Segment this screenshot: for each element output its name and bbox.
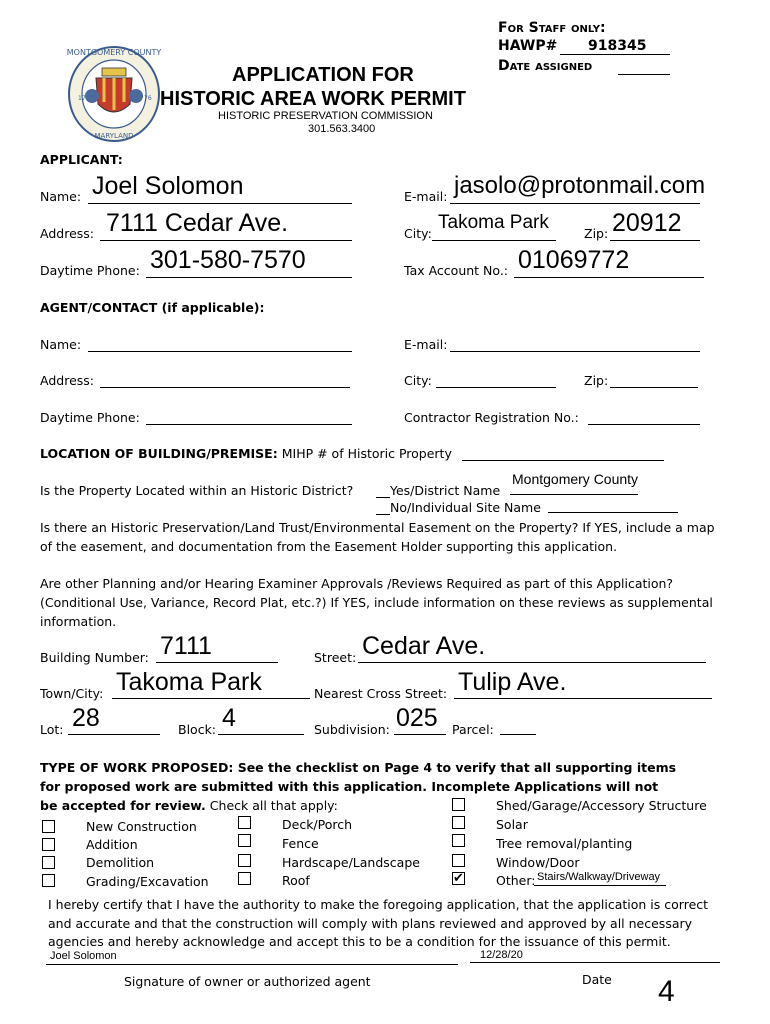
contractor-label: Contractor Registration No.: [404,410,579,425]
checkbox-other[interactable] [452,872,465,885]
label-new-construction: New Construction [86,819,197,834]
subdivision-label: Subdivision: [314,722,390,737]
signature-field[interactable]: Joel Solomon [50,950,117,962]
district-question: Is the Property Located within an Historic District? [40,483,354,498]
easement-question: Is there an Historic Preservation/Land Trust/Environmental Easement on the Property? If YES, include a map of the easement, and documentation from the Easement Holder supporting this application. [40,520,715,554]
applicant-email-field[interactable]: jasolo@protonmail.com [454,172,706,199]
district-name-field[interactable]: Montgomery County [512,471,639,487]
hawp-value[interactable]: 918345 [588,38,647,54]
label-deck-porch: Deck/Porch [282,817,353,832]
applicant-tax-label: Tax Account No.: [404,263,509,278]
commission-name: HISTORIC PRESERVATION COMMISSION [218,110,433,122]
applicant-email-line [450,203,700,204]
certification-text: I hereby certify that I have the authority to make the foregoing application, that the application is correct and accurate and that the construction will comply with plans reviewed and approved by all necessary agencies and hereby acknowledge and accept this to be a condition for the issuance of this permit. [48,897,709,949]
work-heading-line1: TYPE OF WORK PROPOSED: See the checklist on Page 4 to verify that all supporting items [40,760,677,775]
block-line [218,734,304,735]
svg-text:MARYLAND: MARYLAND [94,132,134,140]
checkbox-solar[interactable] [452,816,465,829]
street-field[interactable]: Cedar Ave. [362,632,486,660]
label-grading: Grading/Excavation [86,874,209,889]
cross-street-label: Nearest Cross Street: [314,686,448,701]
district-yes-label: Yes/District Name [390,483,501,498]
applicant-name-label: Name: [40,189,82,204]
date-line [470,962,720,963]
district-yes-blank[interactable] [376,497,390,498]
cross-street-line [454,698,712,699]
checkbox-tree[interactable] [452,834,465,847]
date-assigned-line [618,74,670,75]
agent-zip-field[interactable] [610,387,698,388]
other-field[interactable]: Stairs/Walkway/Driveway [537,871,661,883]
checkbox-deck-porch[interactable] [238,816,251,829]
applicant-zip-line [610,240,700,241]
lot-label: Lot: [40,722,64,737]
applicant-zip-label: Zip: [584,226,609,241]
applicant-phone-line [146,277,352,278]
building-number-line [156,662,278,663]
label-tree: Tree removal/planting [496,836,633,851]
signature-line [46,964,458,965]
applicant-phone-field[interactable]: 301-580-7570 [150,246,306,274]
agent-city-label: City: [404,373,432,388]
mihp-field[interactable] [462,460,664,461]
applicant-name-line [88,203,352,204]
town-line [112,698,310,699]
agent-email-label: E-mail: [404,337,448,352]
lot-field[interactable]: 28 [72,704,100,732]
hawp-line [560,54,670,55]
checkbox-addition[interactable] [42,838,55,851]
subdivision-field[interactable]: 025 [396,704,438,732]
street-line [358,662,706,663]
applicant-city-label: City: [404,226,432,241]
applicant-name-field[interactable]: Joel Solomon [92,172,244,200]
label-other: Other: [496,873,536,888]
applicant-tax-line [514,277,704,278]
building-number-label: Building Number: [40,650,149,665]
page-number: 4 [658,975,675,1008]
contractor-field[interactable] [588,424,700,425]
street-label: Street: [314,650,357,665]
work-heading-line3: be accepted for review. [40,798,206,813]
checkbox-grading[interactable] [42,874,55,887]
block-field[interactable]: 4 [222,704,236,732]
date-label: Date [582,972,612,987]
agent-name-field[interactable] [88,351,352,352]
signature-label: Signature of owner or authorized agent [124,974,371,989]
label-shed: Shed/Garage/Accessory Structure [496,798,707,813]
lot-line [68,734,160,735]
district-no-blank[interactable] [376,514,390,515]
applicant-zip-field[interactable]: 20912 [612,209,682,237]
work-heading-line3-row [40,798,338,813]
agent-city-field[interactable] [436,387,556,388]
checkbox-shed[interactable] [452,798,465,811]
agent-zip-label: Zip: [584,373,609,388]
other-line [534,885,666,886]
applicant-email-label: E-mail: [404,189,448,204]
checkbox-hardscape[interactable] [238,854,251,867]
county-seal-logo [66,44,162,144]
applicant-address-line [100,240,352,241]
agent-name-label: Name: [40,337,82,352]
agent-address-label: Address: [40,373,94,388]
parcel-label: Parcel: [452,722,494,737]
cross-street-field[interactable]: Tulip Ave. [458,668,567,696]
applicant-address-label: Address: [40,226,94,241]
staff-only-label: For Staff only: [498,20,606,36]
label-demolition: Demolition [86,855,155,870]
hawp-label: HAWP# [498,38,558,54]
date-assigned-label: Date assigned [498,58,593,74]
applicant-heading: APPLICANT: [40,152,123,167]
label-hardscape: Hardscape/Landscape [282,855,420,870]
agent-phone-label: Daytime Phone: [40,410,140,425]
agent-heading: AGENT/CONTACT (if applicable): [40,300,265,315]
page-title-line1: APPLICATION FOR [232,64,414,86]
check-mark-icon: ✔ [453,871,464,886]
label-roof: Roof [282,873,310,888]
applicant-city-line [432,240,556,241]
label-solar: Solar [496,817,528,832]
check-all-label: Check all that apply: [209,798,338,813]
svg-text:17: 17 [78,95,86,102]
building-number-field[interactable]: 7111 [160,632,212,660]
checkbox-roof[interactable] [238,872,251,885]
applicant-address-field[interactable]: 7111 Cedar Ave. [106,209,289,237]
commission-phone: 301.563.3400 [308,123,376,135]
parcel-field[interactable] [500,734,536,735]
applicant-tax-field[interactable]: 01069772 [518,246,630,274]
agent-address-field[interactable] [100,387,350,388]
individual-site-field[interactable] [548,512,678,513]
checkbox-fence[interactable] [238,834,251,847]
block-label: Block: [178,722,217,737]
district-no-label: No/Individual Site Name [390,500,541,515]
location-heading: LOCATION OF BUILDING/PREMISE: [40,446,278,461]
svg-text:76: 76 [144,95,152,102]
subdivision-line [394,734,446,735]
label-fence: Fence [282,836,319,851]
applicant-city-field[interactable]: Takoma Park [438,212,549,233]
label-window-door: Window/Door [496,855,580,870]
checkbox-window-door[interactable] [452,854,465,867]
town-field[interactable]: Takoma Park [116,668,262,696]
district-name-line [510,494,638,495]
label-addition: Addition [86,837,138,852]
approvals-question: Are other Planning and/or Hearing Examiner Approvals /Reviews Required as part of this Application? (Conditional Use, Variance, Record Plat, etc.?) If YES, include information on these reviews as supplemental information. [40,576,713,629]
agent-phone-field[interactable] [146,424,352,425]
town-label: Town/City: [40,686,104,701]
location-heading-row [40,446,452,461]
svg-text:MONTGOMERY COUNTY: MONTGOMERY COUNTY [66,48,162,57]
mihp-label: MIHP # of Historic Property [281,446,452,461]
date-field[interactable]: 12/28/20 [480,949,523,961]
checkbox-new-construction[interactable] [42,820,55,833]
agent-email-field[interactable] [450,351,700,352]
page-title-line2: HISTORIC AREA WORK PERMIT [160,88,466,110]
applicant-phone-label: Daytime Phone: [40,263,140,278]
checkbox-demolition[interactable] [42,856,55,869]
work-heading-line2: for proposed work are submitted with this application. Incomplete Applications will not [40,779,659,794]
